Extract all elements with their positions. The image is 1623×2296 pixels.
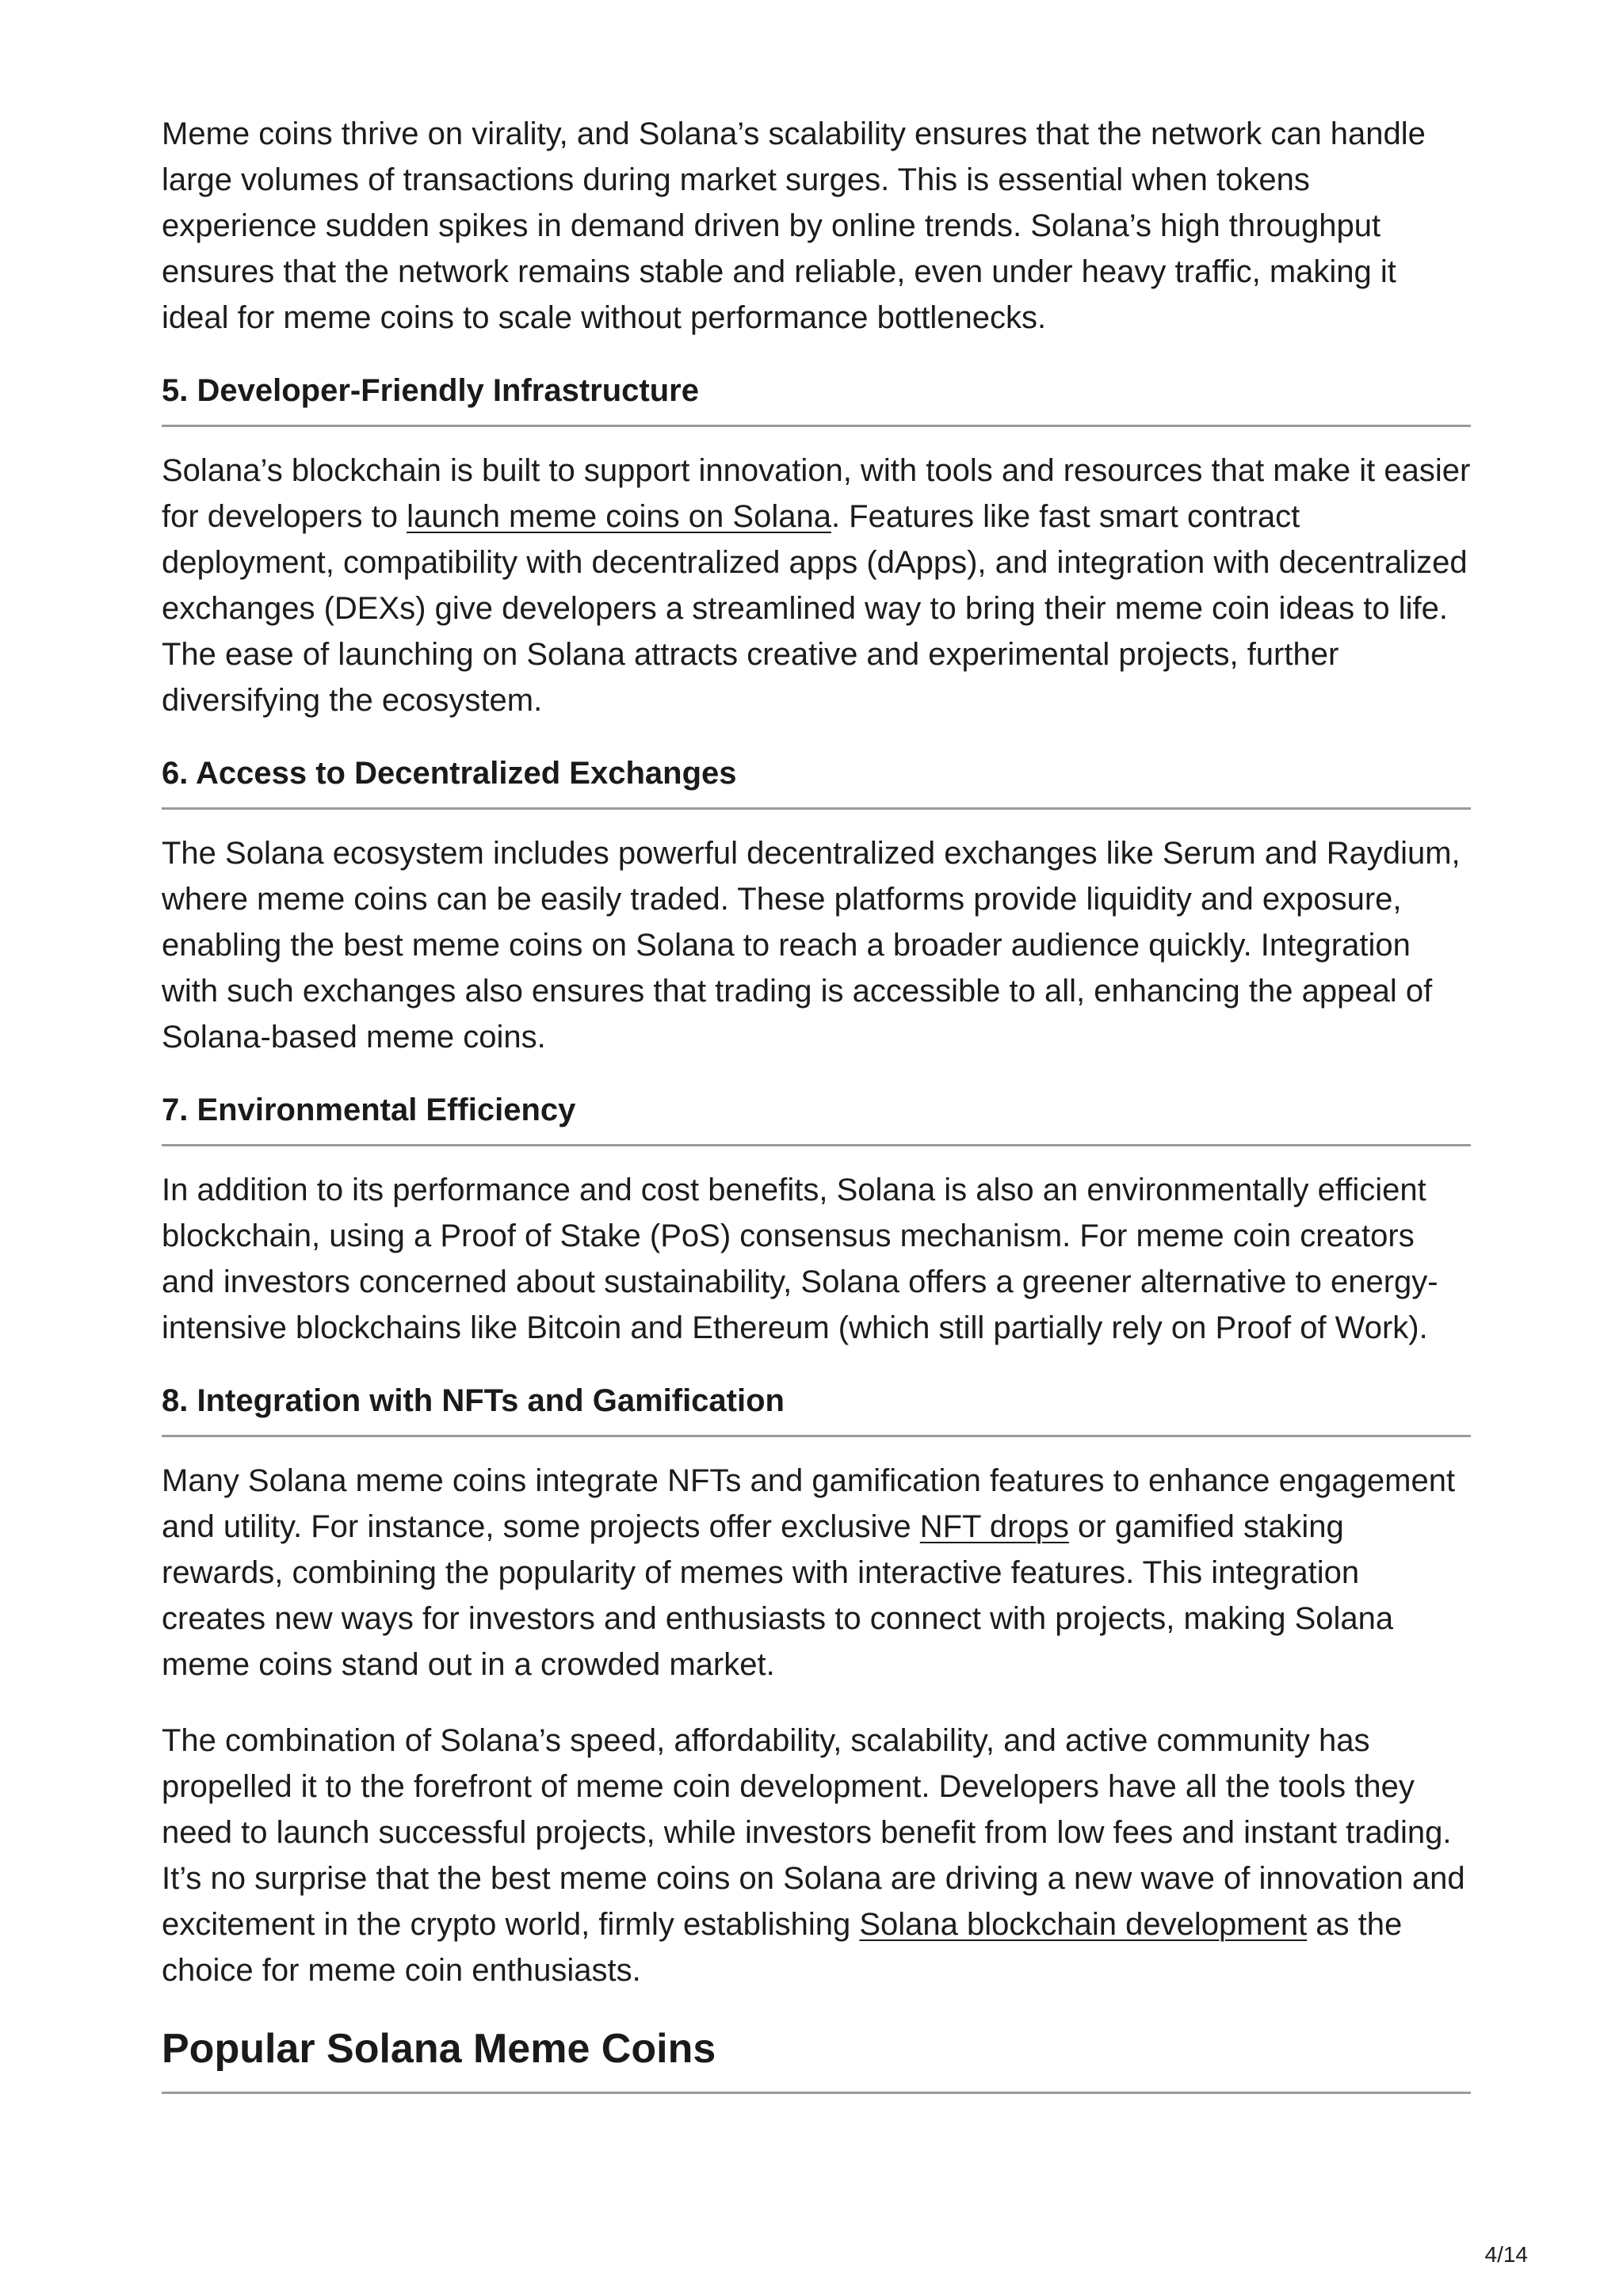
section-heading-environmental-efficiency: 7. Environmental Efficiency <box>162 1090 1471 1146</box>
paragraph-text: Many Solana meme coins integrate NFTs and gamification features to enhance engagement and utility. For instance, some projects offer exclusive <box>162 1463 1456 1544</box>
popular-solana-meme-coins-heading: Popular Solana Meme Coins <box>162 2023 1471 2094</box>
solana-blockchain-development-link[interactable]: Solana blockchain development <box>859 1907 1308 1942</box>
section-paragraph-decentralized-exchanges: The Solana ecosystem includes powerful decentralized exchanges like Serum and Raydium, where meme coins can be easily traded. These platforms provide liquidity and exposure, enabling the best meme coins on Solana to reach a broader audience quickly. Integration with such exchanges also ensures that trading is accessible to all, enhancing the appeal of Solana-based meme coins. <box>162 836 1461 1055</box>
section-heading-decentralized-exchanges: 6. Access to Decentralized Exchanges <box>162 753 1471 810</box>
intro-paragraph: Meme coins thrive on virality, and Solana’s scalability ensures that the network can handle large volumes of transactions during market surges. This is essential when tokens experience sudden spikes in demand driven by online trends. Solana’s high throughput ensures that the network remains stable and reliable, even under heavy traffic, making it ideal for meme coins to scale without performance bottlenecks. <box>162 116 1426 335</box>
paragraph-text: or gamified staking rewards, combining the popularity of memes with interactive features. This integration creates new ways for investors and enthusiasts to connect with projects, making Solana meme coins stand out in a crowded market. <box>162 1509 1394 1682</box>
conclusion-paragraph <box>162 1718 1471 1993</box>
paragraph-text: . Features like fast smart contract deployment, compatibility with decentralized apps (dApps), and integration with decentralized exchanges (DEXs) give developers a streamlined way to bring their meme coin ideas to life. The ease of launching on Solana attracts creative and experimental projects, further diversifying the ecosystem. <box>162 499 1468 718</box>
paragraph-text: as the choice for meme coin enthusiasts. <box>162 1907 1403 1988</box>
section-paragraph-developer-friendly <box>162 448 1471 723</box>
article-content <box>162 111 1471 2094</box>
paragraph-text: The combination of Solana’s speed, affordability, scalability, and active community has propelled it to the forefront of meme coin development. Developers have all the tools they need to launch successful projects, while investors benefit from low fees and instant trading. It’s no surprise that the best meme coins on Solana are driving a new wave of innovation and excitement in the crypto world, firmly establishing <box>162 1723 1465 1942</box>
section-paragraph-nfts-gamification <box>162 1458 1471 1688</box>
page-number: 4/14 <box>1484 2242 1528 2267</box>
nft-drops-link[interactable]: NFT drops <box>919 1509 1069 1544</box>
launch-meme-coins-link[interactable]: launch meme coins on Solana <box>407 499 831 534</box>
section-heading-developer-friendly: 5. Developer-Friendly Infrastructure <box>162 371 1471 427</box>
section-paragraph-environmental-efficiency: In addition to its performance and cost benefits, Solana is also an environmentally efficient blockchain, using a Proof of Stake (PoS) consensus mechanism. For meme coin creators and investors concerned about sustainability, Solana offers a greener alternative to energy-intensive blockchains like Bitcoin and Ethereum (which still partially rely on Proof of Work). <box>162 1173 1438 1345</box>
paragraph-text: Solana’s blockchain is built to support innovation, with tools and resources that make it easier for developers to <box>162 453 1471 534</box>
section-heading-nfts-gamification: 8. Integration with NFTs and Gamification <box>162 1381 1471 1437</box>
